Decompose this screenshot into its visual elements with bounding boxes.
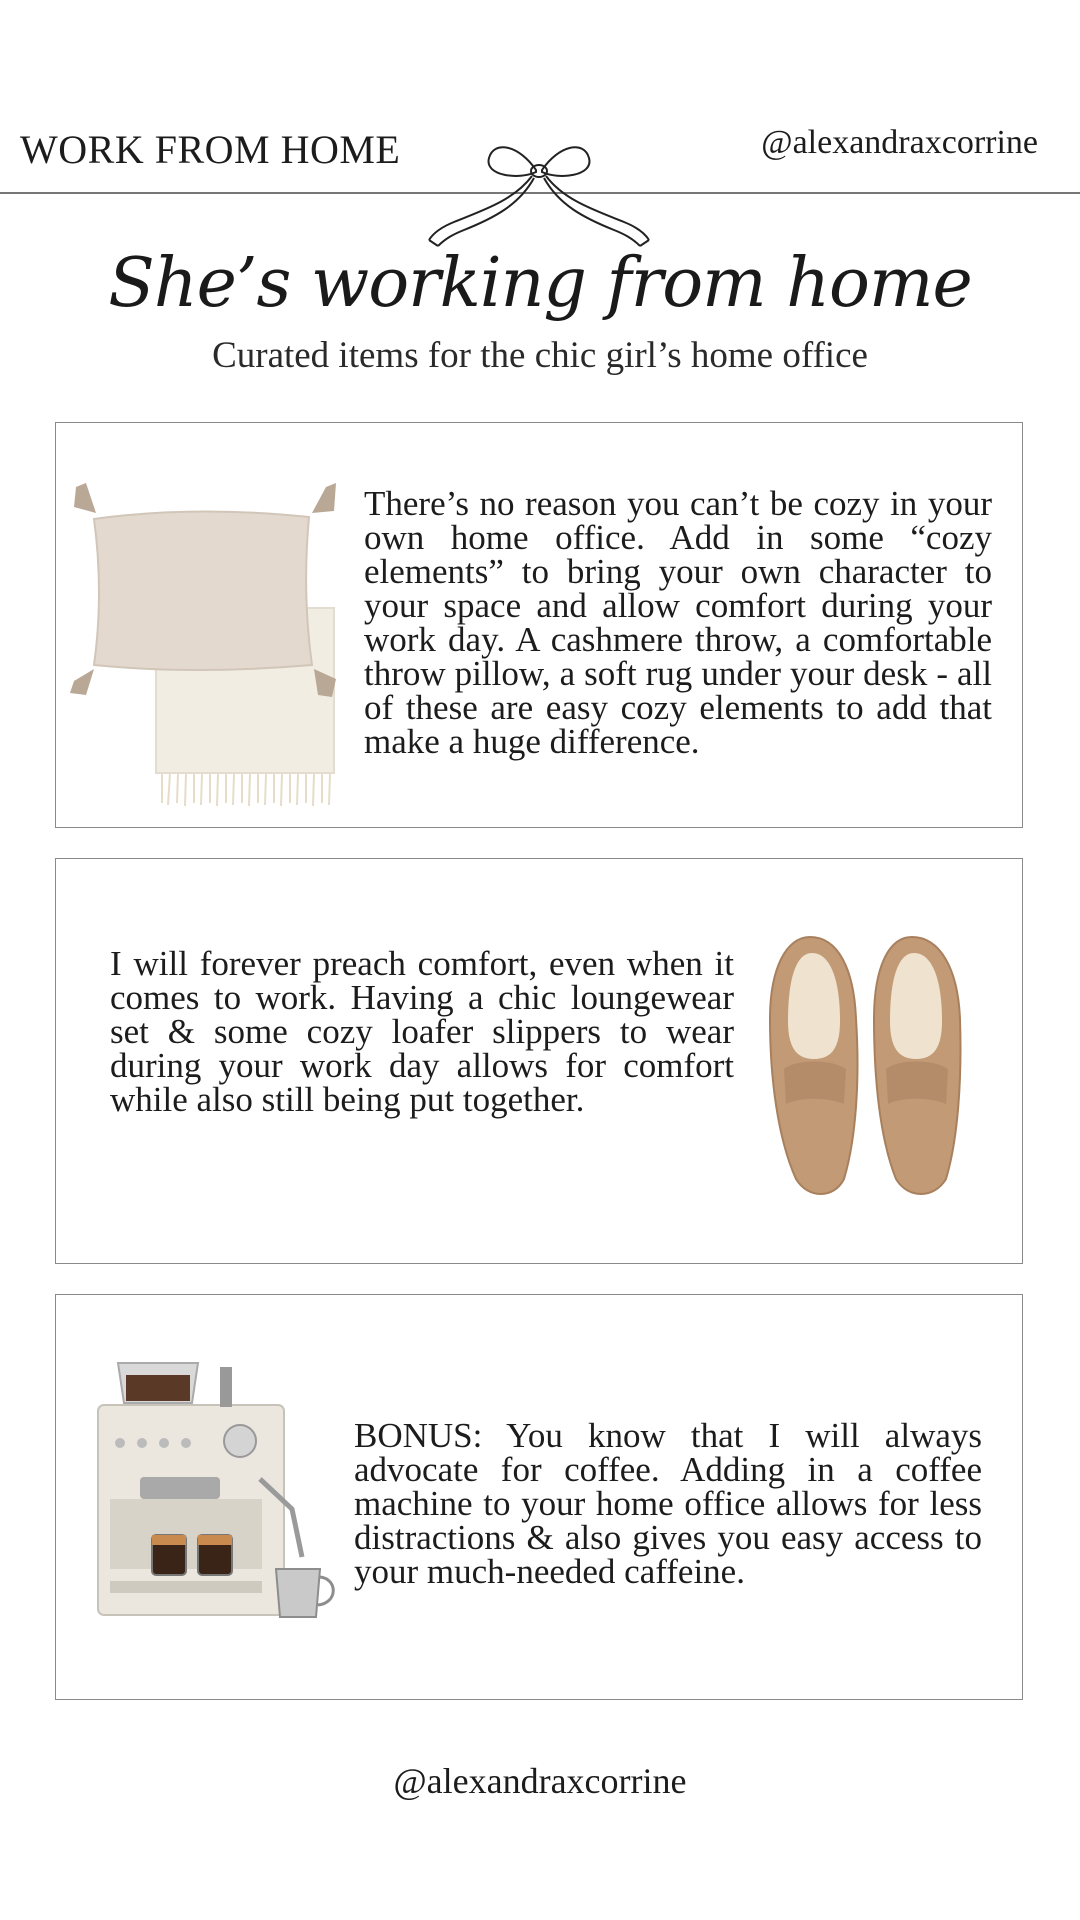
card-text-slippers: I will forever preach comfort, even when it comes to work. Having a chic loungewear set & some cozy loafer slippers to wear during your work day allows for comfort while also still being put together. (110, 944, 734, 1119)
product-card-cozy (55, 422, 1023, 828)
espresso-machine-image (80, 1359, 350, 1629)
slippers-image (756, 929, 976, 1199)
card-text-cozy: There’s no reason you can’t be cozy in your own home office. Add in some “cozy elements” to bring your own character to your space and allow comfort during your work day. A cashmere throw, a comfortable throw pillow, a soft rug under your desk - all of these are easy cozy elements to add that make a huge difference. (364, 484, 992, 761)
product-card-coffee (55, 1294, 1023, 1700)
bow-icon (424, 140, 654, 250)
pillow-throw-image (64, 483, 354, 813)
section-label: WORK FROM HOME (20, 127, 401, 172)
footer-handle: @alexandraxcorrine (393, 1761, 687, 1801)
page-title: She’s working from home (108, 244, 972, 323)
header-handle: @alexandraxcorrine (761, 124, 1038, 161)
product-card-slippers (55, 858, 1023, 1264)
page-subtitle: Curated items for the chic girl’s home office (212, 335, 868, 376)
card-text-coffee: BONUS: You know that I will always advocate for coffee. Adding in a coffee machine to your home office allows for less distractions & also gives you easy access to your much-needed caffeine. (354, 1416, 982, 1591)
